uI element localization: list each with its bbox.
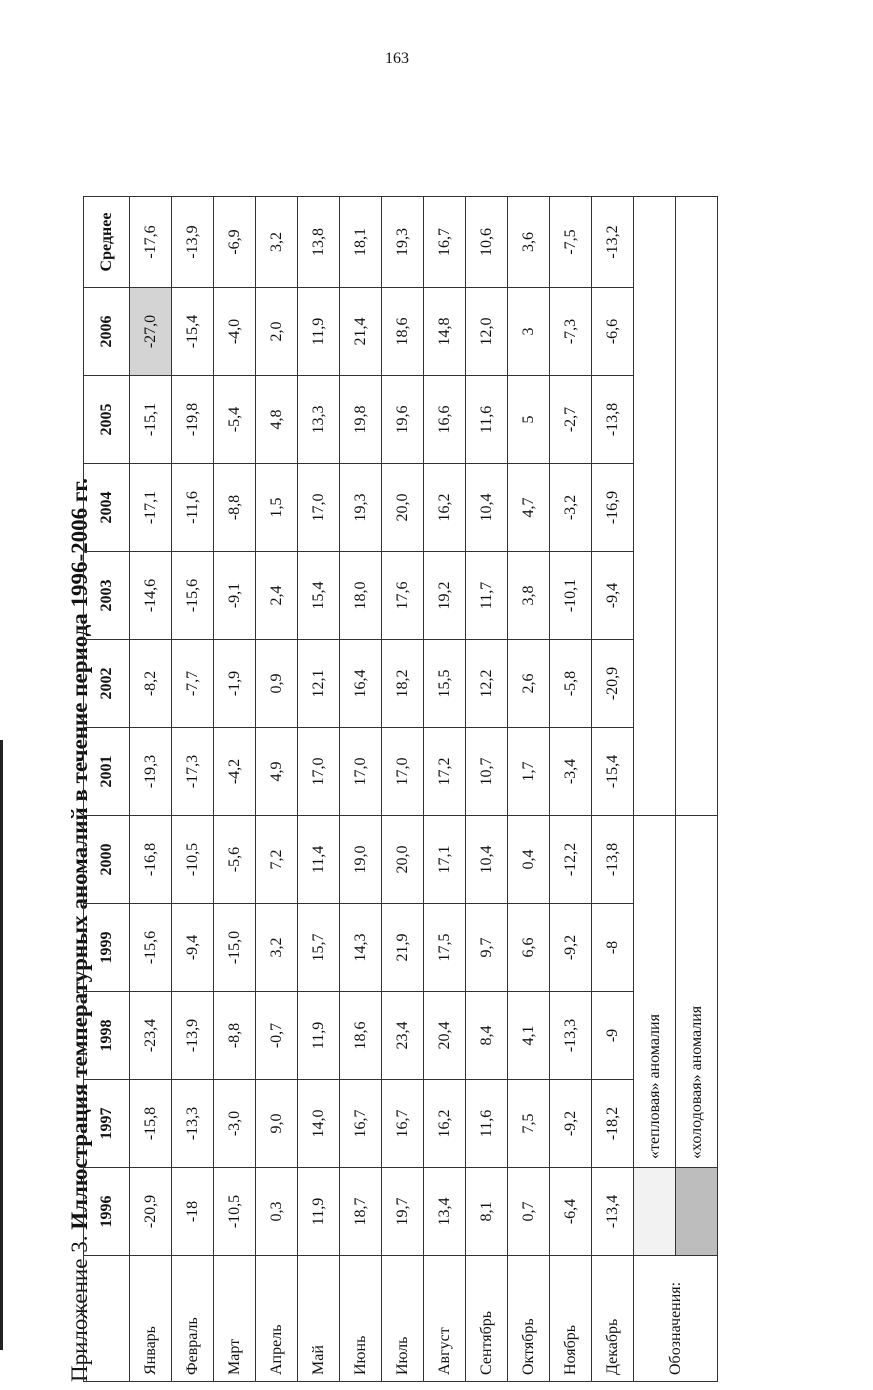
value-cell: -19,3 bbox=[130, 728, 172, 816]
value-cell: 20,4 bbox=[424, 992, 466, 1080]
value-cell: -3,2 bbox=[550, 464, 592, 552]
month-cell: Декабрь bbox=[592, 1256, 634, 1382]
average-cell: 19,3 bbox=[382, 197, 424, 288]
value-cell: 14,0 bbox=[298, 1080, 340, 1168]
value-cell: 12,1 bbox=[298, 640, 340, 728]
value-cell: 13,3 bbox=[298, 376, 340, 464]
month-cell: Апрель bbox=[256, 1256, 298, 1382]
value-cell: 4,9 bbox=[256, 728, 298, 816]
table-row bbox=[466, 197, 508, 1382]
month-cell: Сентябрь bbox=[466, 1256, 508, 1382]
value-cell: 15,7 bbox=[298, 904, 340, 992]
value-cell: 12,0 bbox=[466, 288, 508, 376]
value-cell: -5,4 bbox=[214, 376, 256, 464]
value-cell: -9,2 bbox=[550, 1080, 592, 1168]
cold-swatch bbox=[676, 1168, 718, 1256]
month-cell: Август bbox=[424, 1256, 466, 1382]
value-cell: 11,6 bbox=[466, 1080, 508, 1168]
value-cell: -15,6 bbox=[172, 552, 214, 640]
value-cell: -16,9 bbox=[592, 464, 634, 552]
year-header: 2004 bbox=[84, 464, 130, 552]
table-row bbox=[214, 197, 256, 1382]
table-row bbox=[256, 197, 298, 1382]
value-cell: 6,6 bbox=[508, 904, 550, 992]
average-cell: -13,9 bbox=[172, 197, 214, 288]
value-cell: -12,2 bbox=[550, 816, 592, 904]
value-cell: 10,4 bbox=[466, 464, 508, 552]
average-cell: 10,6 bbox=[466, 197, 508, 288]
value-cell: 18,7 bbox=[340, 1168, 382, 1256]
average-cell: 3,2 bbox=[256, 197, 298, 288]
average-cell: 18,1 bbox=[340, 197, 382, 288]
value-cell: -5,6 bbox=[214, 816, 256, 904]
month-cell: Ноябрь bbox=[550, 1256, 592, 1382]
value-cell: 2,6 bbox=[508, 640, 550, 728]
value-cell: -27,0 bbox=[130, 288, 172, 376]
year-header: 2003 bbox=[84, 552, 130, 640]
value-cell: 0,9 bbox=[256, 640, 298, 728]
value-cell: 16,4 bbox=[340, 640, 382, 728]
value-cell: 17,0 bbox=[298, 464, 340, 552]
value-cell: 1,5 bbox=[256, 464, 298, 552]
cold-label: «холодовая» аномалия bbox=[676, 816, 718, 1168]
value-cell: 1,7 bbox=[508, 728, 550, 816]
value-cell: -9,2 bbox=[550, 904, 592, 992]
value-cell: 11,9 bbox=[298, 992, 340, 1080]
value-cell: 17,0 bbox=[340, 728, 382, 816]
value-cell: 18,6 bbox=[340, 992, 382, 1080]
value-cell: 8,4 bbox=[466, 992, 508, 1080]
table-row bbox=[550, 197, 592, 1382]
value-cell: -10,5 bbox=[172, 816, 214, 904]
table-row bbox=[424, 197, 466, 1382]
value-cell: 16,7 bbox=[340, 1080, 382, 1168]
caption-title: Иллюстрация температурных аномалий в течение периода 1996-2006 гг. bbox=[67, 478, 92, 1230]
value-cell: -3,0 bbox=[214, 1080, 256, 1168]
value-cell: -13,3 bbox=[550, 992, 592, 1080]
rotated-content bbox=[60, 80, 740, 1390]
value-cell: 11,9 bbox=[298, 1168, 340, 1256]
month-cell: Июль bbox=[382, 1256, 424, 1382]
value-cell: -15,6 bbox=[130, 904, 172, 992]
value-cell: 17,1 bbox=[424, 816, 466, 904]
average-cell: 13,8 bbox=[298, 197, 340, 288]
month-cell: Январь bbox=[130, 1256, 172, 1382]
value-cell: 20,0 bbox=[382, 464, 424, 552]
value-cell: -18 bbox=[172, 1168, 214, 1256]
value-cell: 18,6 bbox=[382, 288, 424, 376]
value-cell: -13,4 bbox=[592, 1168, 634, 1256]
value-cell: 12,2 bbox=[466, 640, 508, 728]
value-cell: -9,4 bbox=[592, 552, 634, 640]
value-cell: -7,7 bbox=[172, 640, 214, 728]
value-cell: -18,2 bbox=[592, 1080, 634, 1168]
value-cell: -1,9 bbox=[214, 640, 256, 728]
year-header: 2000 bbox=[84, 816, 130, 904]
value-cell: -9 bbox=[592, 992, 634, 1080]
value-cell: -3,4 bbox=[550, 728, 592, 816]
table-row bbox=[298, 197, 340, 1382]
value-cell: 0,4 bbox=[508, 816, 550, 904]
value-cell: 19,3 bbox=[340, 464, 382, 552]
table-row bbox=[130, 197, 172, 1382]
value-cell: -5,8 bbox=[550, 640, 592, 728]
table-row bbox=[382, 197, 424, 1382]
value-cell: 19,6 bbox=[382, 376, 424, 464]
value-cell: -7,3 bbox=[550, 288, 592, 376]
value-cell: 10,7 bbox=[466, 728, 508, 816]
value-cell: 3 bbox=[508, 288, 550, 376]
year-header: 1998 bbox=[84, 992, 130, 1080]
table-row bbox=[592, 197, 634, 1382]
value-cell: -8,2 bbox=[130, 640, 172, 728]
value-cell: 11,9 bbox=[298, 288, 340, 376]
legend-empty-cell bbox=[634, 197, 676, 816]
value-cell: 21,4 bbox=[340, 288, 382, 376]
value-cell: -15,0 bbox=[214, 904, 256, 992]
month-cell: Февраль bbox=[172, 1256, 214, 1382]
value-cell: -10,1 bbox=[550, 552, 592, 640]
value-cell: 7,2 bbox=[256, 816, 298, 904]
value-cell: 17,0 bbox=[298, 728, 340, 816]
year-header: 2002 bbox=[84, 640, 130, 728]
value-cell: 16,2 bbox=[424, 1080, 466, 1168]
value-cell: 23,4 bbox=[382, 992, 424, 1080]
value-cell: 17,0 bbox=[382, 728, 424, 816]
value-cell: 20,0 bbox=[382, 816, 424, 904]
value-cell: -15,4 bbox=[592, 728, 634, 816]
warm-swatch bbox=[634, 1168, 676, 1256]
value-cell: 5 bbox=[508, 376, 550, 464]
value-cell: -8,8 bbox=[214, 992, 256, 1080]
value-cell: 21,9 bbox=[382, 904, 424, 992]
value-cell: 19,7 bbox=[382, 1168, 424, 1256]
value-cell: -4,2 bbox=[214, 728, 256, 816]
value-cell: -23,4 bbox=[130, 992, 172, 1080]
value-cell: -17,3 bbox=[172, 728, 214, 816]
value-cell: 16,2 bbox=[424, 464, 466, 552]
value-cell: 14,3 bbox=[340, 904, 382, 992]
legend-title: Обозначения: bbox=[634, 1256, 718, 1382]
value-cell: 11,4 bbox=[298, 816, 340, 904]
average-cell: 3,6 bbox=[508, 197, 550, 288]
value-cell: 13,4 bbox=[424, 1168, 466, 1256]
value-cell: -20,9 bbox=[130, 1168, 172, 1256]
value-cell: 11,6 bbox=[466, 376, 508, 464]
value-cell: -10,5 bbox=[214, 1168, 256, 1256]
average-cell: -17,6 bbox=[130, 197, 172, 288]
binding-edge-line bbox=[0, 740, 3, 1350]
value-cell: -9,4 bbox=[172, 904, 214, 992]
year-header: 1996 bbox=[84, 1168, 130, 1256]
year-header: 2005 bbox=[84, 376, 130, 464]
value-cell: -14,6 bbox=[130, 552, 172, 640]
value-cell: -9,1 bbox=[214, 552, 256, 640]
value-cell: 9,0 bbox=[256, 1080, 298, 1168]
value-cell: 4,7 bbox=[508, 464, 550, 552]
value-cell: 4,1 bbox=[508, 992, 550, 1080]
value-cell: -13,3 bbox=[172, 1080, 214, 1168]
year-header: 2006 bbox=[84, 288, 130, 376]
value-cell: -20,9 bbox=[592, 640, 634, 728]
value-cell: 11,7 bbox=[466, 552, 508, 640]
caption-prefix: Приложение 3. bbox=[67, 1235, 92, 1382]
warm-label: «тепловая» аномалия bbox=[634, 816, 676, 1168]
value-cell: -0,7 bbox=[256, 992, 298, 1080]
corner-cell bbox=[84, 1256, 130, 1382]
value-cell: 15,4 bbox=[298, 552, 340, 640]
value-cell: -19,8 bbox=[172, 376, 214, 464]
month-cell: Июнь bbox=[340, 1256, 382, 1382]
year-header: 1999 bbox=[84, 904, 130, 992]
average-header: Среднее bbox=[84, 197, 130, 288]
value-cell: 7,5 bbox=[508, 1080, 550, 1168]
value-cell: 4,8 bbox=[256, 376, 298, 464]
value-cell: -15,1 bbox=[130, 376, 172, 464]
table-row bbox=[340, 197, 382, 1382]
value-cell: -6,6 bbox=[592, 288, 634, 376]
header-row bbox=[84, 197, 130, 1382]
anomaly-table bbox=[83, 196, 718, 1382]
value-cell: -13,8 bbox=[592, 816, 634, 904]
value-cell: 3,8 bbox=[508, 552, 550, 640]
value-cell: -13,8 bbox=[592, 376, 634, 464]
year-header: 2001 bbox=[84, 728, 130, 816]
month-cell: Март bbox=[214, 1256, 256, 1382]
value-cell: -8 bbox=[592, 904, 634, 992]
value-cell: -16,8 bbox=[130, 816, 172, 904]
value-cell: -15,4 bbox=[172, 288, 214, 376]
value-cell: 19,2 bbox=[424, 552, 466, 640]
value-cell: 18,0 bbox=[340, 552, 382, 640]
average-cell: 16,7 bbox=[424, 197, 466, 288]
value-cell: -11,6 bbox=[172, 464, 214, 552]
average-cell: -6,9 bbox=[214, 197, 256, 288]
table-row bbox=[172, 197, 214, 1382]
value-cell: 10,4 bbox=[466, 816, 508, 904]
value-cell: 3,2 bbox=[256, 904, 298, 992]
legend-empty-cell bbox=[676, 197, 718, 816]
page-number: 163 bbox=[385, 50, 409, 67]
value-cell: -4,0 bbox=[214, 288, 256, 376]
value-cell: 15,5 bbox=[424, 640, 466, 728]
month-cell: Октябрь bbox=[508, 1256, 550, 1382]
value-cell: 9,7 bbox=[466, 904, 508, 992]
legend-row-cold bbox=[676, 197, 718, 1382]
value-cell: -2,7 bbox=[550, 376, 592, 464]
value-cell: 14,8 bbox=[424, 288, 466, 376]
table-body bbox=[130, 197, 634, 1382]
value-cell: 16,6 bbox=[424, 376, 466, 464]
value-cell: 0,3 bbox=[256, 1168, 298, 1256]
value-cell: -6,4 bbox=[550, 1168, 592, 1256]
value-cell: 16,7 bbox=[382, 1080, 424, 1168]
value-cell: 17,2 bbox=[424, 728, 466, 816]
value-cell: 19,8 bbox=[340, 376, 382, 464]
table-row bbox=[508, 197, 550, 1382]
value-cell: 18,2 bbox=[382, 640, 424, 728]
year-header: 1997 bbox=[84, 1080, 130, 1168]
value-cell: 17,6 bbox=[382, 552, 424, 640]
legend-row-warm bbox=[634, 197, 676, 1382]
value-cell: 0,7 bbox=[508, 1168, 550, 1256]
value-cell: -15,8 bbox=[130, 1080, 172, 1168]
average-cell: -13,2 bbox=[592, 197, 634, 288]
month-cell: Май bbox=[298, 1256, 340, 1382]
average-cell: -7,5 bbox=[550, 197, 592, 288]
value-cell: 2,0 bbox=[256, 288, 298, 376]
value-cell: 2,4 bbox=[256, 552, 298, 640]
value-cell: 8,1 bbox=[466, 1168, 508, 1256]
value-cell: -8,8 bbox=[214, 464, 256, 552]
value-cell: -17,1 bbox=[130, 464, 172, 552]
value-cell: 17,5 bbox=[424, 904, 466, 992]
value-cell: 19,0 bbox=[340, 816, 382, 904]
value-cell: -13,9 bbox=[172, 992, 214, 1080]
